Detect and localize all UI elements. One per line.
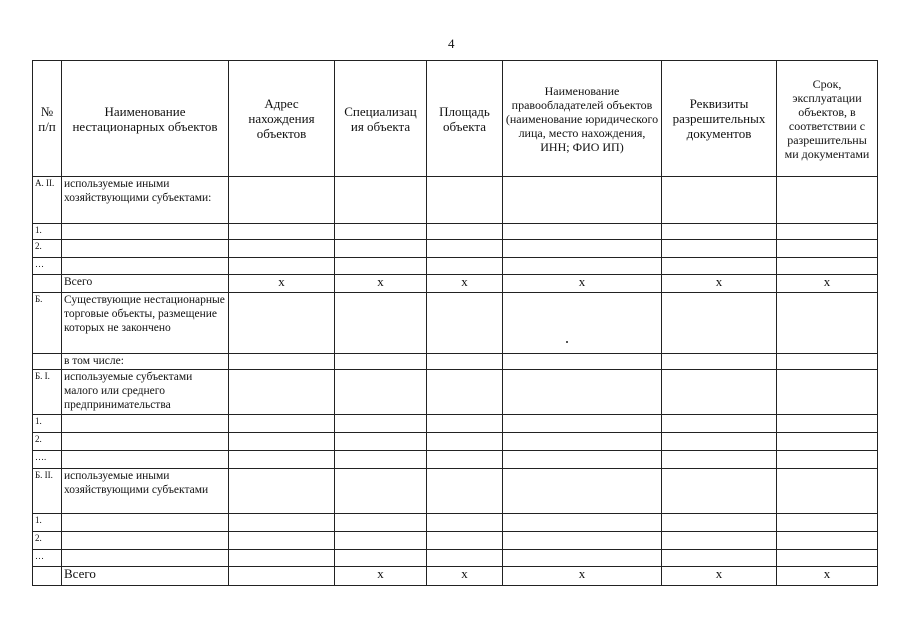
row-number [33, 354, 62, 370]
cross-mark: х [229, 275, 335, 293]
header-object-name: Наименование нестационарных объектов [62, 61, 229, 177]
total-row [33, 567, 878, 586]
table-row [33, 550, 878, 567]
cross-mark: х [662, 567, 777, 586]
row-number: Б. I. [33, 370, 62, 415]
header-specialization: Специализац ия объекта [335, 61, 427, 177]
row-number: А. II. [33, 177, 62, 224]
table-row [33, 532, 878, 550]
table-row [33, 240, 878, 258]
cross-mark: х [777, 275, 878, 293]
header-permits: Реквизиты разрешительных документов [662, 61, 777, 177]
row-label: используемые иными хозяйствующими субъектами [62, 469, 229, 514]
row-label [62, 258, 229, 275]
table-row [33, 415, 878, 433]
row-number: … [33, 258, 62, 275]
row-label [62, 224, 229, 240]
row-label [62, 550, 229, 567]
row-label [62, 451, 229, 469]
cross-mark: х [335, 567, 427, 586]
row-number: 2. [33, 240, 62, 258]
row-number: … [33, 550, 62, 567]
row-number [33, 275, 62, 293]
row-number: Б. [33, 293, 62, 354]
header-area: Площадь объекта [427, 61, 503, 177]
table-row [33, 293, 878, 354]
row-label: используемые субъектами малого или среднего предпринимательства [62, 370, 229, 415]
row-label [62, 532, 229, 550]
header-number: № п/п [33, 61, 62, 177]
table-row [33, 469, 878, 514]
table-row [33, 370, 878, 415]
row-number: 2. [33, 532, 62, 550]
objects-table [32, 60, 878, 586]
row-label: Всего [62, 275, 229, 293]
cross-mark: х [662, 275, 777, 293]
cross-mark [229, 567, 335, 586]
cross-mark: х [427, 275, 503, 293]
table-row [33, 433, 878, 451]
header-row [33, 61, 878, 177]
row-label: в том числе: [62, 354, 229, 370]
row-number: Б. II. [33, 469, 62, 514]
cross-mark: х [777, 567, 878, 586]
row-label: используемые иными хозяйствующими субъектами: [62, 177, 229, 224]
cross-mark: х [427, 567, 503, 586]
table-row [33, 177, 878, 224]
total-row [33, 275, 878, 293]
row-label [62, 240, 229, 258]
row-number: 2. [33, 433, 62, 451]
table-row [33, 258, 878, 275]
cross-mark: х [335, 275, 427, 293]
row-label: Всего [62, 567, 229, 586]
table-row [33, 354, 878, 370]
row-number [33, 567, 62, 586]
row-label: Существующие нестационарные торговые объекты, размещение которых не закончено [62, 293, 229, 354]
row-number: …. [33, 451, 62, 469]
cross-mark: х [503, 567, 662, 586]
table-row [33, 224, 878, 240]
row-number: 1. [33, 514, 62, 532]
table-row [33, 514, 878, 532]
page-number: 4 [448, 36, 455, 51]
header-operation-term: Срок, эксплуатации объектов, в соответствии с разрешительны ми документами [777, 61, 878, 177]
scan-speck [566, 341, 568, 343]
row-label [62, 514, 229, 532]
row-label [62, 433, 229, 451]
table-row [33, 451, 878, 469]
cross-mark: х [503, 275, 662, 293]
row-number: 1. [33, 224, 62, 240]
row-label [62, 415, 229, 433]
header-address: Адрес нахождения объектов [229, 61, 335, 177]
header-rights-holder: Наименование правообладателей объектов (наименование юридического лица, место нахождения, ИНН; ФИО ИП) [503, 61, 662, 177]
row-number: 1. [33, 415, 62, 433]
